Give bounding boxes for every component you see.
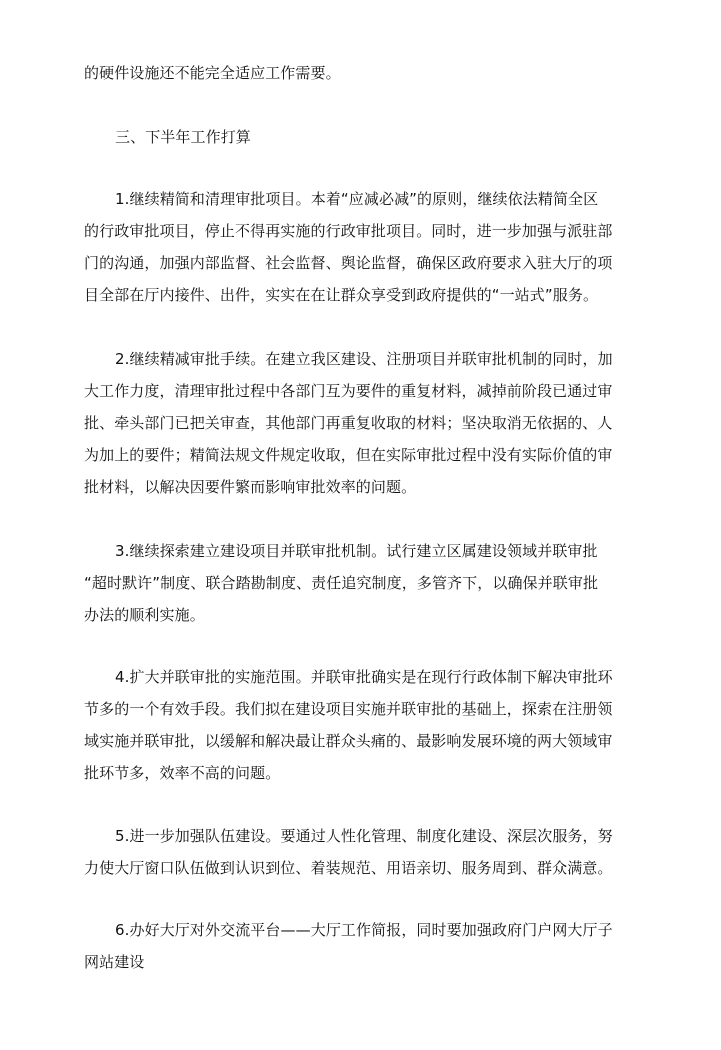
item-4-line-2: 节多的一个有效手段。我们拟在建设项目实施并联审批的基础上，探索在注册领 bbox=[84, 700, 613, 718]
item-1-line-2: 的行政审批项目，停止不得再实施的行政审批项目。同时，进一步加强与派驻部 bbox=[84, 222, 613, 240]
item-4-line-3: 域实施并联审批，以缓解和解决最让群众头痛的、最影响发展环境的两大领域审 bbox=[84, 732, 613, 750]
item-2-line-3: 批、牵头部门已把关审查，其他部门再重复收取的材料；坚决取消无依据的、人 bbox=[84, 414, 613, 432]
item-6-line-2: 网站建设 bbox=[84, 953, 145, 971]
carryover-line: 的硬件设施还不能完全适应工作需要。 bbox=[84, 64, 341, 82]
section-heading: 三、下半年工作打算 bbox=[115, 128, 251, 146]
item-4-line-1: 4.扩大并联审批的实施范围。并联审批确实是在现行行政体制下解决审批环 bbox=[115, 668, 613, 686]
item-2-line-2: 大工作力度，清理审批过程中各部门互为要件的重复材料，减掉前阶段已通过审 bbox=[84, 382, 613, 400]
item-2-line-5: 批材料，以解决因要件繁而影响审批效率的问题。 bbox=[84, 478, 417, 496]
item-5-line-1: 5.进一步加强队伍建设。要通过人性化管理、制度化建设、深层次服务，努 bbox=[115, 827, 613, 845]
item-1-line-1: 1.继续精简和清理审批项目。本着“应减必减”的原则，继续依法精简全区 bbox=[115, 190, 599, 208]
item-4-line-4: 批环节多，效率不高的问题。 bbox=[84, 764, 281, 782]
item-3-line-2: “超时默许”制度、联合踏勘制度、责任追究制度，多管齐下，以确保并联审批 bbox=[84, 574, 599, 592]
item-1-line-4: 目全部在厅内接件、出件，实实在在让群众享受到政府提供的“一站式”服务。 bbox=[84, 286, 599, 304]
item-6-line-1: 6.办好大厅对外交流平台——大厅工作简报，同时要加强政府门户网大厅子 bbox=[115, 921, 613, 939]
item-1-line-3: 门的沟通，加强内部监督、社会监督、舆论监督，确保区政府要求入驻大厅的项 bbox=[84, 254, 613, 272]
item-5-line-2: 力使大厅窗口队伍做到认识到位、着装规范、用语亲切、服务周到、群众满意。 bbox=[84, 859, 613, 877]
item-3-line-1: 3.继续探索建立建设项目并联审批机制。试行建立区属建设领域并联审批 bbox=[115, 542, 598, 560]
item-3-line-3: 办法的顺利实施。 bbox=[84, 606, 205, 624]
item-2-line-1: 2.继续精减审批手续。在建立我区建设、注册项目并联审批机制的同时，加 bbox=[115, 350, 613, 368]
item-2-line-4: 为加上的要件；精简法规文件规定收取，但在实际审批过程中没有实际价值的审 bbox=[84, 446, 613, 464]
